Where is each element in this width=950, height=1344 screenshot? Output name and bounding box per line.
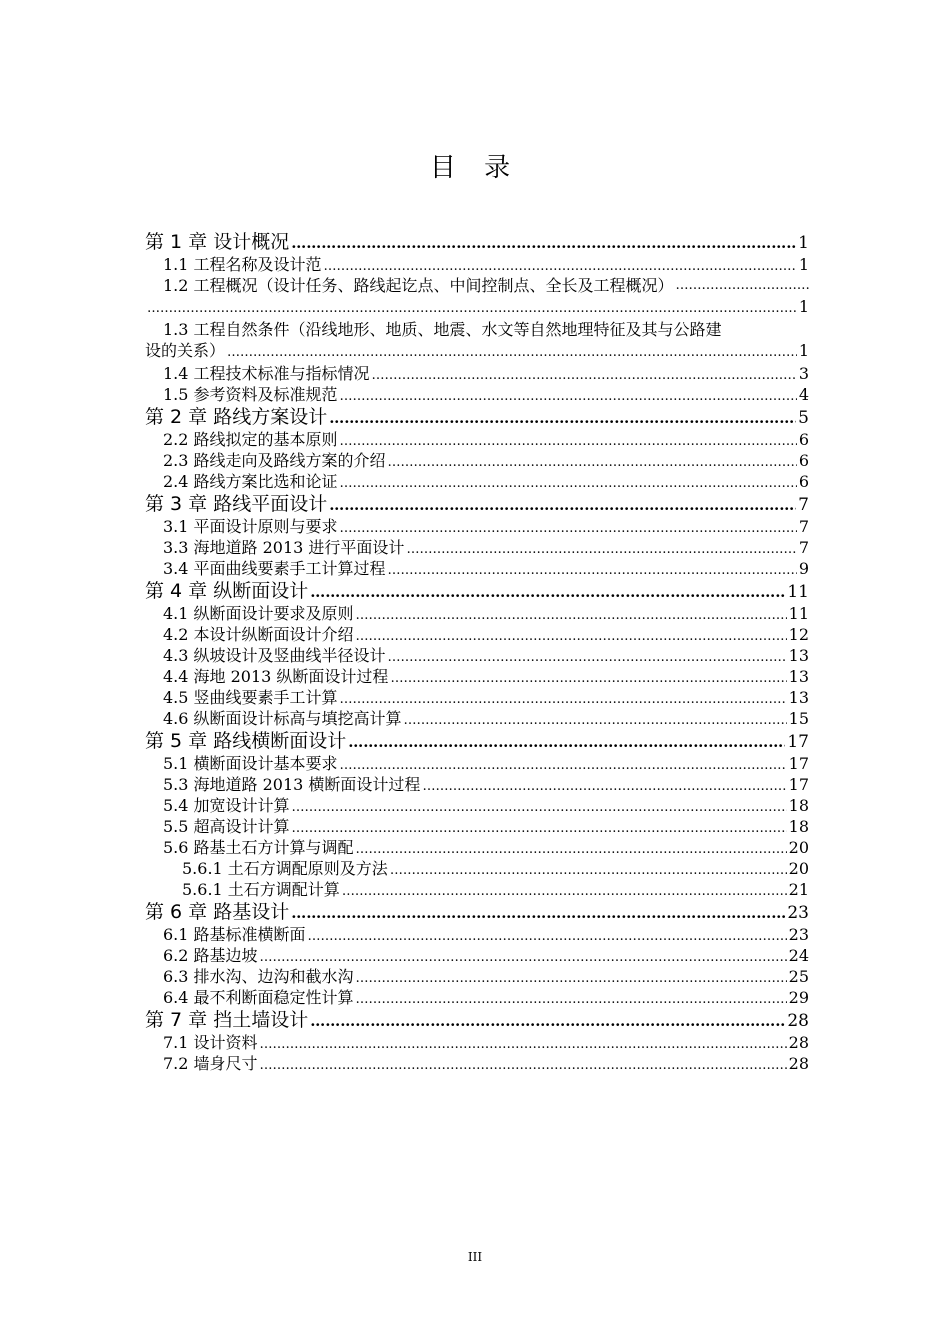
toc-entry[interactable]	[145, 1053, 809, 1074]
toc-entry-label: 第 2 章 路线方案设计	[145, 406, 328, 428]
toc-chapter[interactable]	[145, 579, 809, 603]
toc-entry-label: 第 7 章 挡土墙设计	[145, 1009, 309, 1031]
toc-entry-page: 23	[788, 925, 809, 944]
toc-entry-page: 5	[798, 408, 809, 428]
toc-leader-dots	[310, 1009, 785, 1032]
toc-entry[interactable]	[145, 254, 809, 275]
toc-entry-label: 第 1 章 设计概况	[145, 231, 290, 253]
toc-entry-page: 24	[788, 946, 809, 965]
toc-entry-label: 4.1 纵断面设计要求及原则	[163, 604, 354, 623]
toc-entry-page: 6	[798, 430, 809, 449]
toc-entry-label: 5.4 加宽设计计算	[163, 796, 290, 815]
toc-leader-dots	[348, 730, 785, 753]
toc-entry[interactable]	[145, 1032, 809, 1053]
toc-leader-dots	[308, 926, 787, 945]
toc-entry-label: 7.2 墙身尺寸	[163, 1054, 258, 1073]
toc-leader-dots	[404, 710, 787, 729]
toc-entry-page: 20	[788, 859, 809, 878]
toc-leader-dots	[422, 776, 786, 795]
toc-entry-page: 23	[787, 903, 809, 923]
toc-entry-page: 7	[798, 495, 809, 515]
toc-leader-dots	[388, 560, 797, 579]
toc-leader-dots	[329, 406, 796, 429]
toc-entry-page: 7	[798, 538, 809, 557]
toc-entry[interactable]	[145, 384, 809, 405]
toc-chapter[interactable]	[145, 230, 809, 254]
toc-entry[interactable]	[145, 966, 809, 987]
toc-entry[interactable]	[145, 666, 809, 687]
toc-leader-dots	[260, 1055, 787, 1074]
toc-entry-label: 1.5 参考资料及标准规范	[163, 385, 338, 404]
toc-entry-label: 5.3 海地道路 2013 横断面设计过程	[163, 775, 421, 794]
toc-entry-label: 5.6.1 土石方调配计算	[182, 880, 340, 899]
toc-entry[interactable]	[145, 774, 809, 795]
toc-entry-page: 1	[798, 255, 809, 274]
toc-entry-page: 1	[798, 341, 809, 360]
toc-entry-page: 17	[787, 732, 809, 752]
toc-entry-label: 6.3 排水沟、边沟和截水沟	[163, 967, 354, 986]
toc-entry-page: 20	[788, 838, 809, 857]
toc-leader-dots	[406, 539, 796, 558]
toc-entry[interactable]	[145, 879, 809, 900]
toc-leader-dots	[340, 755, 787, 774]
page-number: III	[467, 1250, 483, 1264]
toc-leader-dots	[324, 256, 797, 275]
toc-leader-dots	[340, 473, 797, 492]
toc-entry-label: 1.2 工程概况（设计任务、路线起讫点、中间控制点、全长及工程概况）	[163, 276, 674, 295]
toc-entry-page: 18	[788, 817, 809, 836]
toc-entry-page: 28	[788, 1054, 809, 1073]
toc-leader-dots	[340, 518, 797, 537]
toc-entry[interactable]	[145, 319, 809, 363]
toc-leader-dots	[356, 605, 787, 624]
toc-leader-dots	[356, 626, 787, 645]
toc-entry[interactable]	[145, 645, 809, 666]
toc-leader-dots	[329, 493, 796, 516]
toc-chapter[interactable]	[145, 900, 809, 924]
toc-leader-dots	[227, 342, 797, 363]
toc-leader-dots	[390, 860, 787, 879]
toc-leader-dots	[388, 452, 797, 471]
toc-entry-label: 3.1 平面设计原则与要求	[163, 517, 338, 536]
toc-entry[interactable]	[145, 537, 809, 558]
toc-entry-page: 15	[788, 709, 809, 728]
toc-chapter[interactable]	[145, 492, 809, 516]
toc-entry-page: 21	[788, 880, 809, 899]
toc-entry-label: 4.5 竖曲线要素手工计算	[163, 688, 338, 707]
toc-entry[interactable]	[145, 837, 809, 858]
toc-leader-dots	[340, 386, 797, 405]
toc-leader-dots	[356, 968, 787, 987]
toc-entry-page: 18	[788, 796, 809, 815]
toc-entry-label: 5.1 横断面设计基本要求	[163, 754, 338, 773]
toc-entry-label: 1.1 工程名称及设计范	[163, 255, 322, 274]
toc-entry-label: 4.4 海地 2013 纵断面设计过程	[163, 667, 389, 686]
toc-entry[interactable]	[145, 516, 809, 537]
toc-leader-dots	[340, 689, 787, 708]
toc-entry-label: 5.6.1 土石方调配原则及方法	[182, 859, 388, 878]
toc-entry[interactable]	[145, 429, 809, 450]
toc-entry[interactable]	[145, 816, 809, 837]
toc-entry-label: 第 3 章 路线平面设计	[145, 493, 328, 515]
toc-entry-page: 1	[798, 233, 809, 253]
toc-entry[interactable]	[145, 753, 809, 774]
toc-leader-dots	[340, 431, 797, 450]
toc-entry-page: 28	[788, 1033, 809, 1052]
toc-entry-page: 3	[798, 364, 809, 383]
toc-entry-page: 28	[787, 1011, 809, 1031]
toc-leader-dots	[372, 365, 797, 384]
toc-leader-dots	[147, 298, 797, 319]
toc-entry-page: 25	[788, 967, 809, 986]
toc-entry[interactable]	[145, 924, 809, 945]
toc-entry-label: 2.4 路线方案比选和论证	[163, 472, 338, 491]
toc-entry-label: 6.4 最不利断面稳定性计算	[163, 988, 354, 1007]
toc-leader-dots	[260, 947, 787, 966]
toc-entry-page: 17	[788, 775, 809, 794]
toc-chapter[interactable]	[145, 1008, 809, 1032]
toc-entry-page: 9	[798, 559, 809, 578]
toc-leader-dots	[356, 989, 787, 1008]
toc-entry[interactable]	[145, 275, 809, 319]
toc-entry-page: 11	[787, 582, 809, 602]
toc-entry[interactable]	[145, 708, 809, 729]
toc-entry-page: 7	[798, 517, 809, 536]
toc-leader-dots	[390, 668, 786, 687]
toc-entry-page: 13	[788, 646, 809, 665]
toc-leader-dots	[292, 818, 787, 837]
toc-entry-page: 13	[788, 667, 809, 686]
toc-entry-label: 2.3 路线走向及路线方案的介绍	[163, 451, 386, 470]
toc-entry-label: 第 4 章 纵断面设计	[145, 580, 309, 602]
toc-entry[interactable]	[145, 795, 809, 816]
toc-entry[interactable]	[145, 471, 809, 492]
toc-entry[interactable]	[145, 987, 809, 1008]
toc-leader-dots	[291, 231, 796, 254]
toc-entry[interactable]	[145, 945, 809, 966]
toc-entry-label: 5.5 超高设计计算	[163, 817, 290, 836]
toc-entry-page: 12	[788, 625, 809, 644]
toc-entry-label: 1.4 工程技术标准与指标情况	[163, 364, 370, 383]
toc-entry[interactable]	[145, 624, 809, 645]
toc-entry-label: 6.1 路基标准横断面	[163, 925, 306, 944]
toc-leader-dots	[342, 881, 787, 900]
toc-entry-label: 2.2 路线拟定的基本原则	[163, 430, 338, 449]
toc-leader-dots	[260, 1034, 787, 1053]
toc-entry-label: 7.1 设计资料	[163, 1033, 258, 1052]
toc-entry-label-continued: 设的关系）	[145, 341, 226, 360]
toc-entry-label: 5.6 路基土石方计算与调配	[163, 838, 354, 857]
toc-entry[interactable]	[145, 450, 809, 471]
toc-entry-page: 29	[788, 988, 809, 1007]
toc-leader-dots	[676, 275, 809, 296]
toc-entry-label: 第 5 章 路线横断面设计	[145, 730, 347, 752]
toc-entry[interactable]	[145, 603, 809, 624]
toc-entry-page: 11	[788, 604, 809, 623]
toc-entry[interactable]	[145, 558, 809, 579]
toc-leader-dots	[291, 901, 785, 924]
toc-entry-label: 4.6 纵断面设计标高与填挖高计算	[163, 709, 402, 728]
toc-entry-page: 1	[798, 297, 809, 316]
toc-entry-page: 6	[798, 472, 809, 491]
toc-leader-dots	[310, 580, 785, 603]
toc-chapter[interactable]	[145, 729, 809, 753]
toc-leader-dots	[356, 839, 787, 858]
toc-entry[interactable]	[145, 363, 809, 384]
toc-title: 目 录	[429, 153, 521, 183]
toc-entry-label: 4.3 纵坡设计及竖曲线半径设计	[163, 646, 386, 665]
toc-entry[interactable]	[145, 858, 809, 879]
toc-leader-dots	[292, 797, 787, 816]
toc-entry-label: 3.3 海地道路 2013 进行平面设计	[163, 538, 405, 557]
toc-entry-label: 第 6 章 路基设计	[145, 901, 290, 923]
toc-entry-label: 1.3 工程自然条件（沿线地形、地质、地震、水文等自然地理特征及其与公路建	[163, 320, 722, 339]
toc-entry[interactable]	[145, 687, 809, 708]
toc-entry-label: 3.4 平面曲线要素手工计算过程	[163, 559, 386, 578]
toc-leader-dots	[388, 647, 787, 666]
toc-entry-label: 6.2 路基边坡	[163, 946, 258, 965]
table-of-contents	[145, 230, 809, 1074]
toc-entry-page: 6	[798, 451, 809, 470]
toc-entry-page: 4	[798, 385, 809, 404]
toc-chapter[interactable]	[145, 405, 809, 429]
toc-entry-page: 17	[788, 754, 809, 773]
toc-entry-page: 13	[788, 688, 809, 707]
toc-entry-label: 4.2 本设计纵断面设计介绍	[163, 625, 354, 644]
